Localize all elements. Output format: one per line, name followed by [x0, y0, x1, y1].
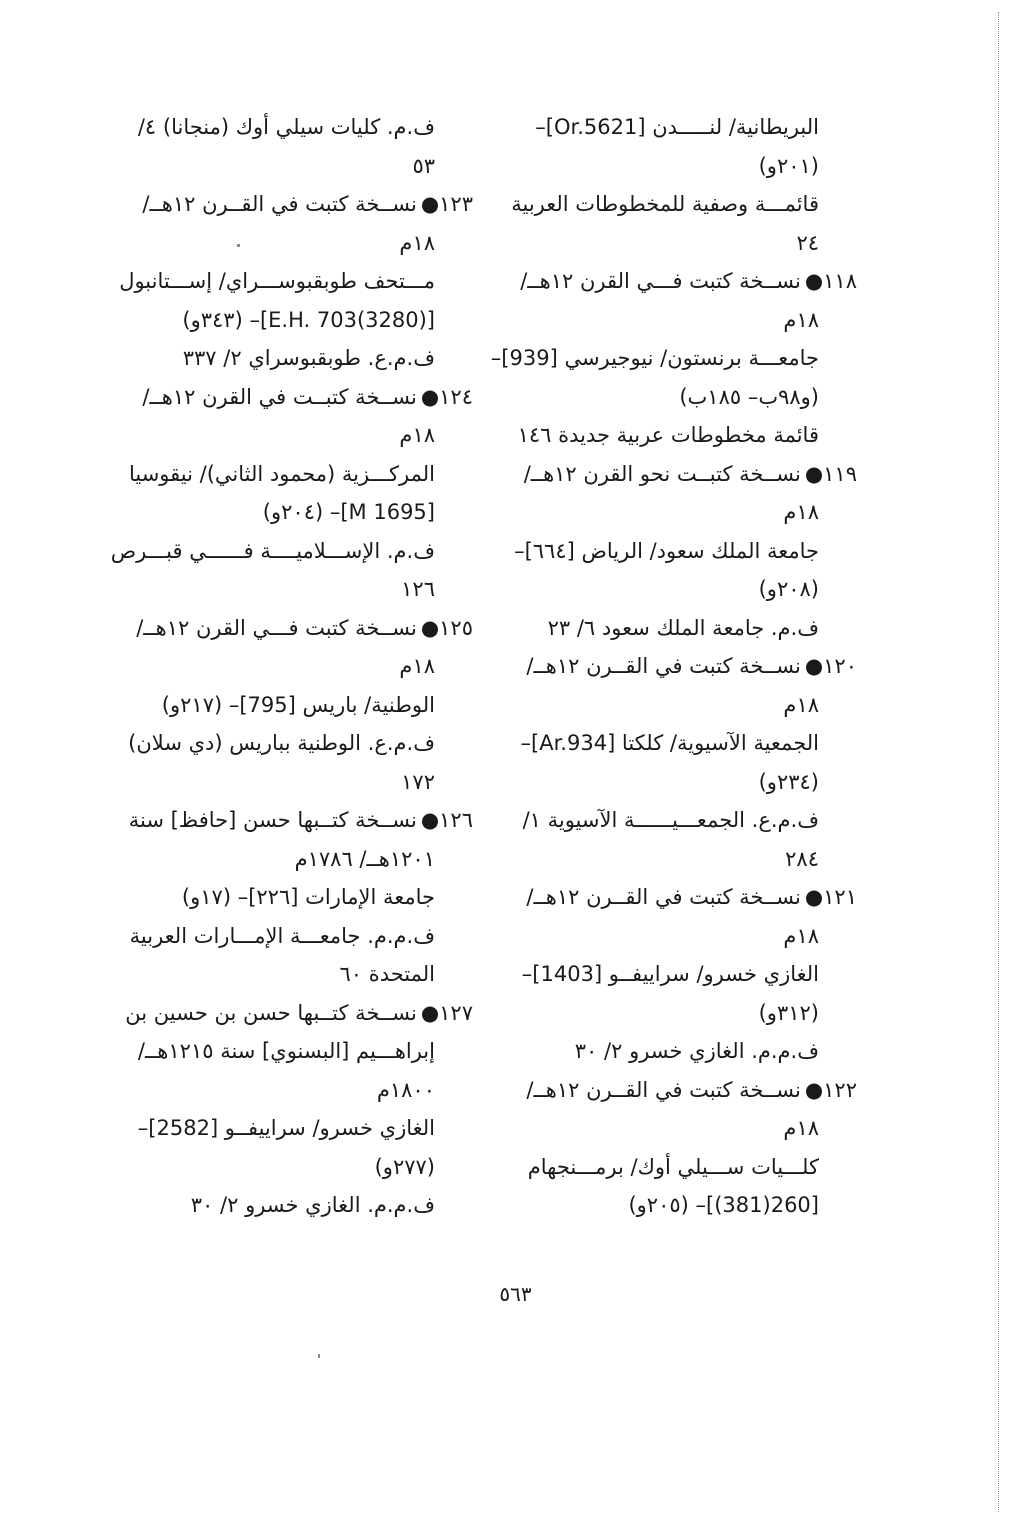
text-line: [515, 224, 857, 263]
line-text: (٢٠١و): [758, 153, 819, 178]
text-line: [515, 532, 857, 571]
line-text: الوطنية/ باريس [795]– (٢١٧و): [161, 692, 435, 717]
line-text: نســخة كتــبها حسن [حافظ] سنة: [128, 808, 417, 832]
text-line: [515, 108, 857, 147]
line-text: نســخة كتــبها حسن بن حسين بن: [125, 1000, 417, 1025]
line-text: ف.م.ع. الوطنية بباريس (دي سلان): [128, 731, 435, 755]
line-text: ٢٤: [796, 230, 819, 255]
text-line: [128, 1032, 473, 1071]
line-text: ١٨٠٠م: [376, 1077, 435, 1102]
text-line: [128, 1071, 473, 1110]
text-line: [515, 994, 857, 1033]
text-line: [128, 878, 473, 917]
text-line: [515, 1186, 857, 1225]
entry-heading-line: [128, 609, 473, 648]
line-text: ١٨م: [783, 500, 819, 524]
text-line: [128, 339, 473, 378]
line-text: ف.م. كليات سيلي أوك (منجانا) ٤/: [137, 115, 435, 139]
text-line: [515, 801, 857, 840]
line-text: ١٨م: [783, 692, 819, 717]
line-text: الغازي خسرو/ سراييفــو [2582]–: [137, 1116, 435, 1140]
line-text: [260(381)]– (٢٠٥و): [628, 1193, 819, 1217]
text-line: [515, 840, 857, 879]
entry-number: ١٢٥●: [420, 615, 473, 640]
entry-number: ١٢٦●: [420, 808, 473, 832]
entry-heading-line: [515, 1071, 857, 1110]
text-line: [515, 763, 857, 802]
text-line: [515, 955, 857, 994]
line-text: (٢٣٤و): [758, 769, 819, 794]
text-line: [128, 724, 473, 763]
line-text: [E.H. 703(3280)]– (٣٤٣و): [182, 307, 435, 332]
line-text: ف.م. الإســـلاميــــة فــــــي قبـــرص: [110, 538, 435, 563]
text-line: [110, 532, 473, 571]
text-line: [515, 609, 857, 648]
line-text: ١٨م: [783, 1116, 819, 1140]
text-line: [511, 185, 857, 224]
text-line: [515, 378, 857, 417]
right-column: [490, 108, 857, 1225]
line-text: (٢٠٨و): [758, 577, 819, 601]
text-line: [515, 1032, 857, 1071]
line-text: المركـــزية (محمود الثاني)/ نيقوسيا: [128, 461, 435, 486]
line-text: مـــتحف طوبقبوســـراي/ إســـتانبول: [119, 269, 435, 293]
text-line: [128, 917, 473, 956]
text-line: [128, 647, 473, 686]
text-line: [515, 1109, 857, 1148]
text-line: [128, 840, 473, 879]
line-text: ١٢٠١هــ/ ١٧٨٦م: [294, 846, 435, 871]
entry-heading-line: [125, 994, 473, 1033]
line-text: ف.م. جامعة الملك سعود ٦/ ٢٣: [547, 615, 819, 640]
line-text: ف.م.م. الغازي خسرو ٢/ ٣٠: [190, 1193, 435, 1217]
line-text: ١٨م: [783, 923, 819, 948]
text-line: [515, 917, 857, 956]
scan-speck: [318, 1354, 320, 1358]
text-line: [128, 147, 473, 186]
line-text: قائمـــة وصفية للمخطوطات العربية: [511, 192, 819, 216]
entry-heading-line: [128, 185, 473, 224]
line-text: [M 1695]– (٢٠٤و): [262, 500, 435, 524]
line-text: الغازي خسرو/ سراييفــو [1403]–: [521, 962, 819, 986]
entry-number: ١١٨●: [804, 269, 857, 293]
entry-number: ١٢٠●: [804, 654, 857, 678]
entry-number: ١٢٤●: [420, 384, 473, 409]
text-line: [515, 1148, 857, 1187]
text-line: [515, 301, 857, 340]
entry-heading-line: [515, 455, 857, 494]
line-text: (٢٧٧و): [374, 1154, 435, 1179]
entry-heading-line: [128, 378, 473, 417]
line-text: ١٢٦: [401, 577, 435, 601]
text-line: [515, 416, 857, 455]
entry-heading-line: [128, 801, 473, 840]
line-text: ١٨م: [399, 230, 435, 255]
line-text: إبراهـــيم [البسنوي] سنة ١٢١٥هــ/: [137, 1039, 435, 1063]
line-text: نســخة كتبــت نحو القرن ١٢هــ/: [523, 461, 801, 486]
text-line: [490, 339, 857, 378]
text-line: [128, 1186, 473, 1225]
line-text: نســخة كتبت في القــرن ١٢هــ/: [526, 654, 801, 678]
text-line: [128, 493, 473, 532]
text-line: [128, 1148, 473, 1187]
line-text: البريطانية/ لنـــــدن [Or.5621]–: [535, 115, 819, 139]
text-line: [128, 1109, 473, 1148]
entry-number: ١٢١●: [804, 885, 857, 909]
text-line: [128, 955, 473, 994]
text-line: [515, 724, 857, 763]
line-text: ١٨م: [399, 654, 435, 678]
text-line: [119, 262, 473, 301]
line-text: كلـــيات ســـيلي أوك/ برمـــنجهام: [527, 1154, 819, 1179]
entry-number: ١٢٢●: [804, 1077, 857, 1102]
entry-number: ١٢٣●: [420, 192, 473, 216]
line-text: الجمعية الآسيوية/ كلكتا [Ar.934]–: [520, 731, 819, 755]
line-text: (٣١٢و): [758, 1000, 819, 1025]
page-number: ٥٦٣: [499, 1282, 532, 1306]
line-text: ف.م.ع. الجمعـــيــــــة الآسيوية ١/: [522, 808, 819, 832]
text-line: [128, 224, 473, 263]
line-text: قائمة مخطوطات عربية جديدة ١٤٦: [517, 423, 819, 447]
line-text: ١٨م: [783, 307, 819, 332]
text-line: [128, 108, 473, 147]
entry-number: ١٢٧●: [420, 1000, 473, 1025]
line-text: نســخة كتبت فـــي القرن ١٢هــ/: [136, 615, 417, 640]
text-line: [128, 570, 473, 609]
line-text: ف.م.م. الغازي خسرو ٢/ ٣٠: [574, 1039, 819, 1063]
line-text: ف.م.ع. طوبقبوسراي ٢/ ٣٣٧: [182, 346, 435, 370]
line-text: ١٨م: [399, 423, 435, 447]
line-text: نســخة كتبت في القــرن ١٢هــ/: [526, 885, 801, 909]
text-line: [128, 416, 473, 455]
line-text: المتحدة ٦٠: [339, 962, 435, 986]
left-column: [110, 108, 473, 1225]
line-text: نســخة كتبت في القــرن ١٢هــ/: [142, 192, 417, 216]
line-text: (و٩٨ب– ١٨٥ب): [679, 384, 819, 409]
line-text: نســخة كتبــت في القرن ١٢هــ/: [142, 384, 417, 409]
line-text: نســخة كتبت فـــي القرن ١٢هــ/: [520, 269, 801, 293]
line-text: ١٧٢: [401, 769, 435, 794]
entry-heading-line: [515, 878, 857, 917]
text-line: [515, 147, 857, 186]
text-line: [515, 686, 857, 725]
text-line: [128, 763, 473, 802]
text-line: [128, 686, 473, 725]
entry-number: ١١٩●: [804, 461, 857, 486]
line-text: جامعة الإمارات [٢٢٦]– (١٧و): [181, 885, 435, 909]
line-text: ٥٣: [412, 153, 435, 178]
line-text: جامعة الملك سعود/ الرياض [٦٦٤]–: [514, 538, 819, 563]
text-line: [515, 570, 857, 609]
line-text: ٢٨٤: [785, 846, 819, 871]
entry-heading-line: [515, 647, 857, 686]
entry-heading-line: [515, 262, 857, 301]
text-line: [515, 493, 857, 532]
line-text: نســخة كتبت في القــرن ١٢هــ/: [526, 1077, 801, 1102]
line-text: ف.م.م. جامعـــة الإمـــارات العربية: [129, 923, 435, 948]
text-line: [128, 301, 473, 340]
text-line: [128, 455, 473, 494]
line-text: جامعـــة برنستون/ نيوجيرسي [939]–: [490, 346, 819, 370]
